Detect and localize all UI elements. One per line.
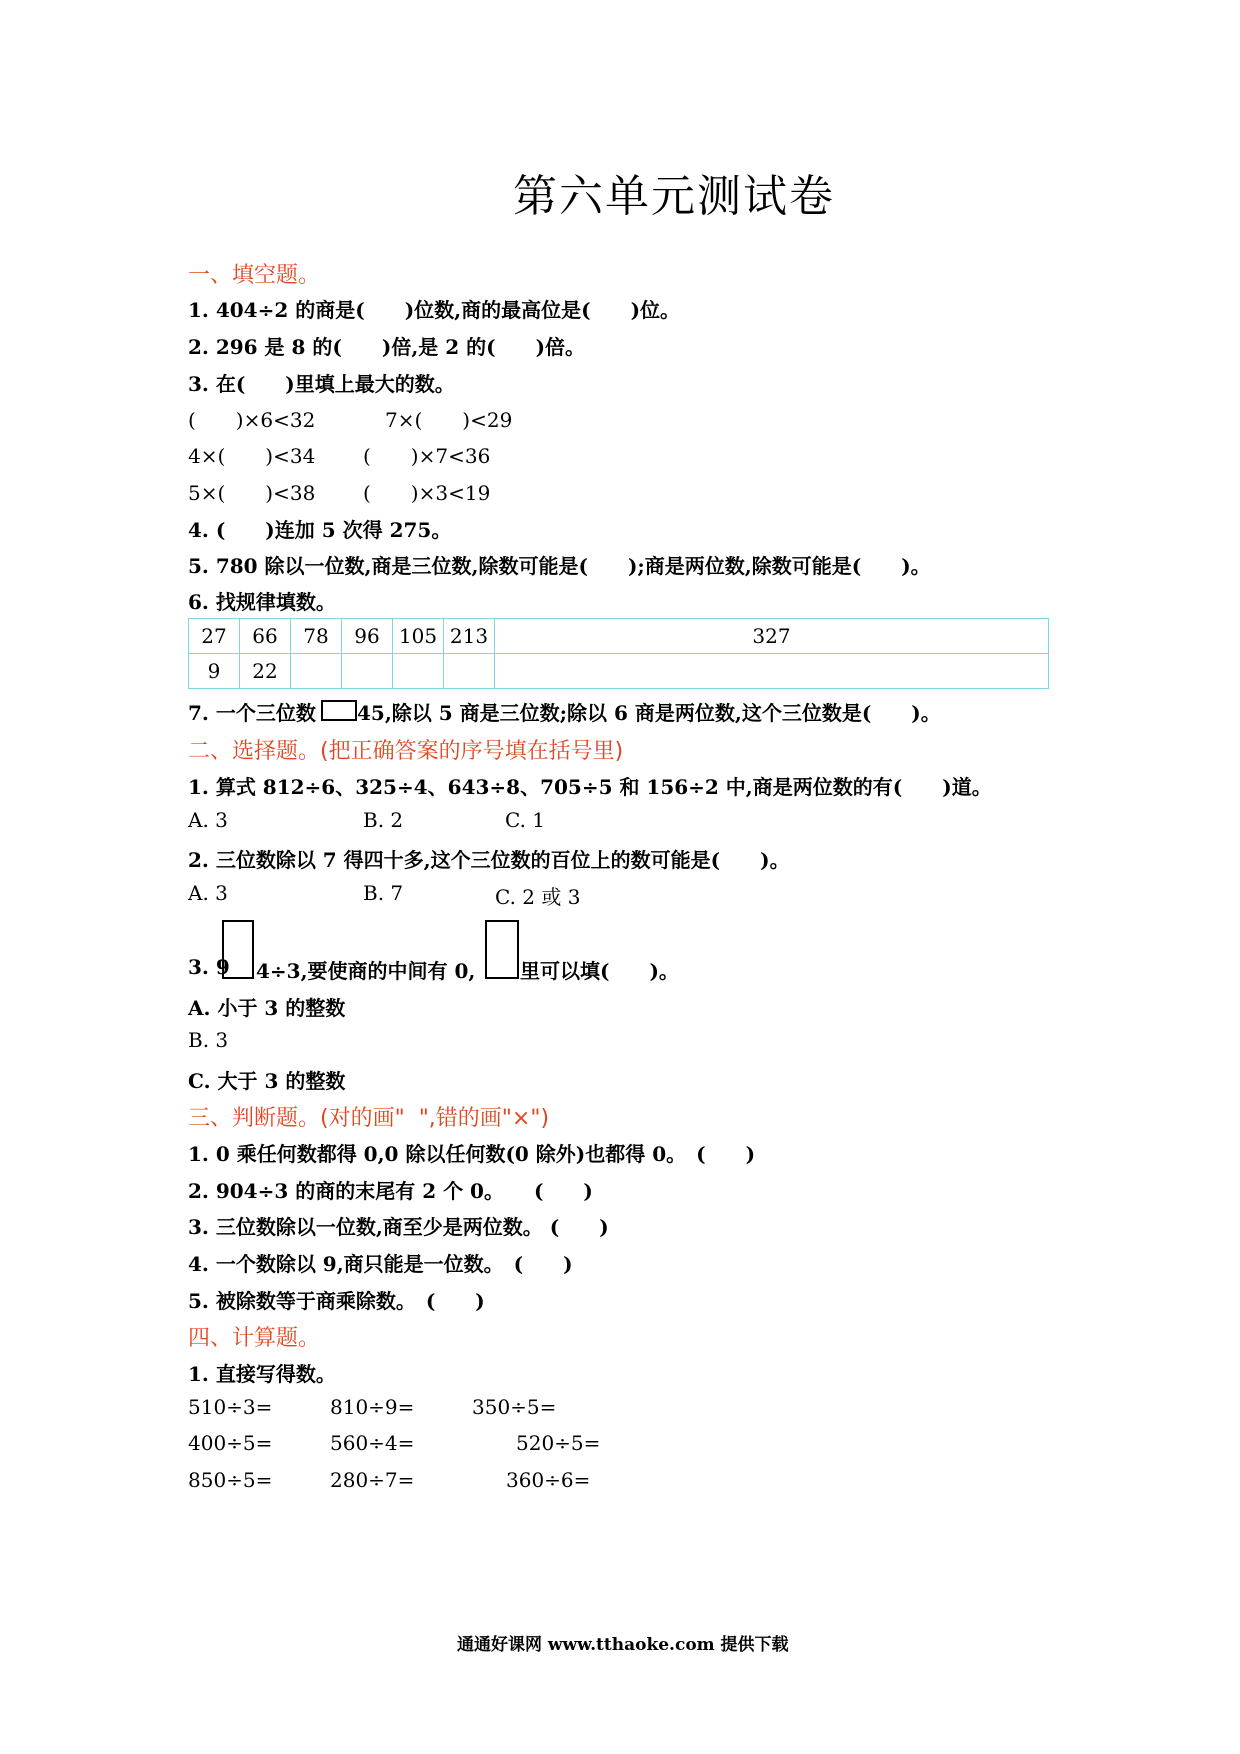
pattern-row-bottom bbox=[189, 654, 1049, 689]
judge-item-4: 4. 一个数除以 9,商只能是一位数。 ( ) bbox=[188, 1252, 573, 1276]
question-1-7-part1: 7. 一个三位数 bbox=[188, 701, 316, 725]
blank-box bbox=[485, 920, 519, 979]
question-1-7-part2: 45,除以 5 商是三位数;除以 6 商是两位数,这个三位数是( )。 bbox=[357, 701, 941, 725]
calc-item: 560÷4= bbox=[330, 1431, 415, 1455]
judge-item-2: 2. 904÷3 的商的末尾有 2 个 0。 ( ) bbox=[188, 1179, 593, 1203]
q3-row1-right: 7×( )<29 bbox=[385, 408, 513, 432]
q2-3-option-c: C. 大于 3 的整数 bbox=[188, 1069, 346, 1093]
question-1-2: 2. 296 是 8 的( )倍,是 2 的( )倍。 bbox=[188, 335, 586, 359]
q2-2-option-a: A. 3 bbox=[188, 881, 228, 905]
q2-1-option-a: A. 3 bbox=[188, 808, 228, 832]
q2-1-option-b: B. 2 bbox=[363, 808, 404, 832]
q3-row3-right: ( )×3<19 bbox=[363, 481, 491, 505]
q2-3-option-b: B. 3 bbox=[188, 1028, 229, 1052]
q2-2-option-c: C. 2 或 3 bbox=[495, 885, 581, 909]
question-2-3-part3: 里可以填( )。 bbox=[520, 959, 679, 983]
pattern-cell bbox=[393, 654, 444, 689]
question-1-3: 3. 在( )里填上最大的数。 bbox=[188, 372, 455, 396]
pattern-cell bbox=[444, 654, 495, 689]
pattern-cell: 96 bbox=[342, 619, 393, 654]
calc-item: 520÷5= bbox=[516, 1431, 601, 1455]
q3-row3-left: 5×( )<38 bbox=[188, 481, 316, 505]
pattern-cell: 66 bbox=[240, 619, 291, 654]
question-1-1: 1. 404÷2 的商是( )位数,商的最高位是( )位。 bbox=[188, 298, 681, 322]
calc-item: 350÷5= bbox=[472, 1395, 557, 1419]
q3-row2-left: 4×( )<34 bbox=[188, 444, 316, 468]
question-1-6: 6. 找规律填数。 bbox=[188, 590, 336, 614]
pattern-row-top bbox=[189, 619, 1049, 654]
question-4-1: 1. 直接写得数。 bbox=[188, 1362, 336, 1386]
pattern-cell: 27 bbox=[189, 619, 240, 654]
pattern-table bbox=[188, 618, 1049, 689]
pattern-cell: 22 bbox=[240, 654, 291, 689]
judge-item-5: 5. 被除数等于商乘除数。 ( ) bbox=[188, 1289, 485, 1313]
page-title: 第六单元测试卷 bbox=[513, 171, 835, 222]
question-1-4: 4. ( )连加 5 次得 275。 bbox=[188, 518, 452, 542]
section-heading-choice: 二、选择题。(把正确答案的序号填在括号里) bbox=[188, 739, 624, 764]
section-heading-calculation: 四、计算题。 bbox=[188, 1326, 321, 1351]
question-1-5: 5. 780 除以一位数,商是三位数,除数可能是( );商是两位数,除数可能是( )。 bbox=[188, 554, 931, 578]
calc-item: 400÷5= bbox=[188, 1431, 273, 1455]
pattern-cell: 213 bbox=[444, 619, 495, 654]
judge-item-1: 1. 0 乘任何数都得 0,0 除以任何数(0 除外)也都得 0。 ( ) bbox=[188, 1142, 756, 1166]
question-2-1: 1. 算式 812÷6、325÷4、643÷8、705÷5 和 156÷2 中,商是两位数的有( )道。 bbox=[188, 775, 992, 799]
judge-item-3: 3. 三位数除以一位数,商至少是两位数。 ( ) bbox=[188, 1215, 609, 1239]
calc-item: 360÷6= bbox=[506, 1468, 591, 1492]
pattern-cell bbox=[495, 654, 1049, 689]
pattern-cell: 327 bbox=[495, 619, 1049, 654]
section-heading-true-false: 三、判断题。(对的画" ",错的画"×") bbox=[188, 1106, 550, 1131]
q3-row2-right: ( )×7<36 bbox=[363, 444, 491, 468]
q3-row1-left: ( )×6<32 bbox=[188, 408, 316, 432]
q2-2-option-b: B. 7 bbox=[363, 881, 404, 905]
calc-item: 510÷3= bbox=[188, 1395, 273, 1419]
q2-3-option-a: A. 小于 3 的整数 bbox=[188, 996, 346, 1020]
calc-item: 810÷9= bbox=[330, 1395, 415, 1419]
question-2-3-part2: 4÷3,要使商的中间有 0, bbox=[256, 959, 476, 983]
pattern-cell bbox=[291, 654, 342, 689]
pattern-cell: 105 bbox=[393, 619, 444, 654]
question-2-3-part1: 3. 9 bbox=[188, 955, 230, 979]
blank-box bbox=[222, 920, 254, 979]
pattern-cell: 9 bbox=[189, 654, 240, 689]
blank-box bbox=[321, 700, 357, 721]
question-2-2: 2. 三位数除以 7 得四十多,这个三位数的百位上的数可能是( )。 bbox=[188, 848, 790, 872]
pattern-cell bbox=[342, 654, 393, 689]
footer-text: 通通好课网 www.tthaoke.com 提供下载 bbox=[457, 1635, 789, 1655]
section-heading-fill-blank: 一、填空题。 bbox=[188, 263, 321, 288]
pattern-cell: 78 bbox=[291, 619, 342, 654]
q2-1-option-c: C. 1 bbox=[505, 808, 546, 832]
calc-item: 280÷7= bbox=[330, 1468, 415, 1492]
calc-item: 850÷5= bbox=[188, 1468, 273, 1492]
